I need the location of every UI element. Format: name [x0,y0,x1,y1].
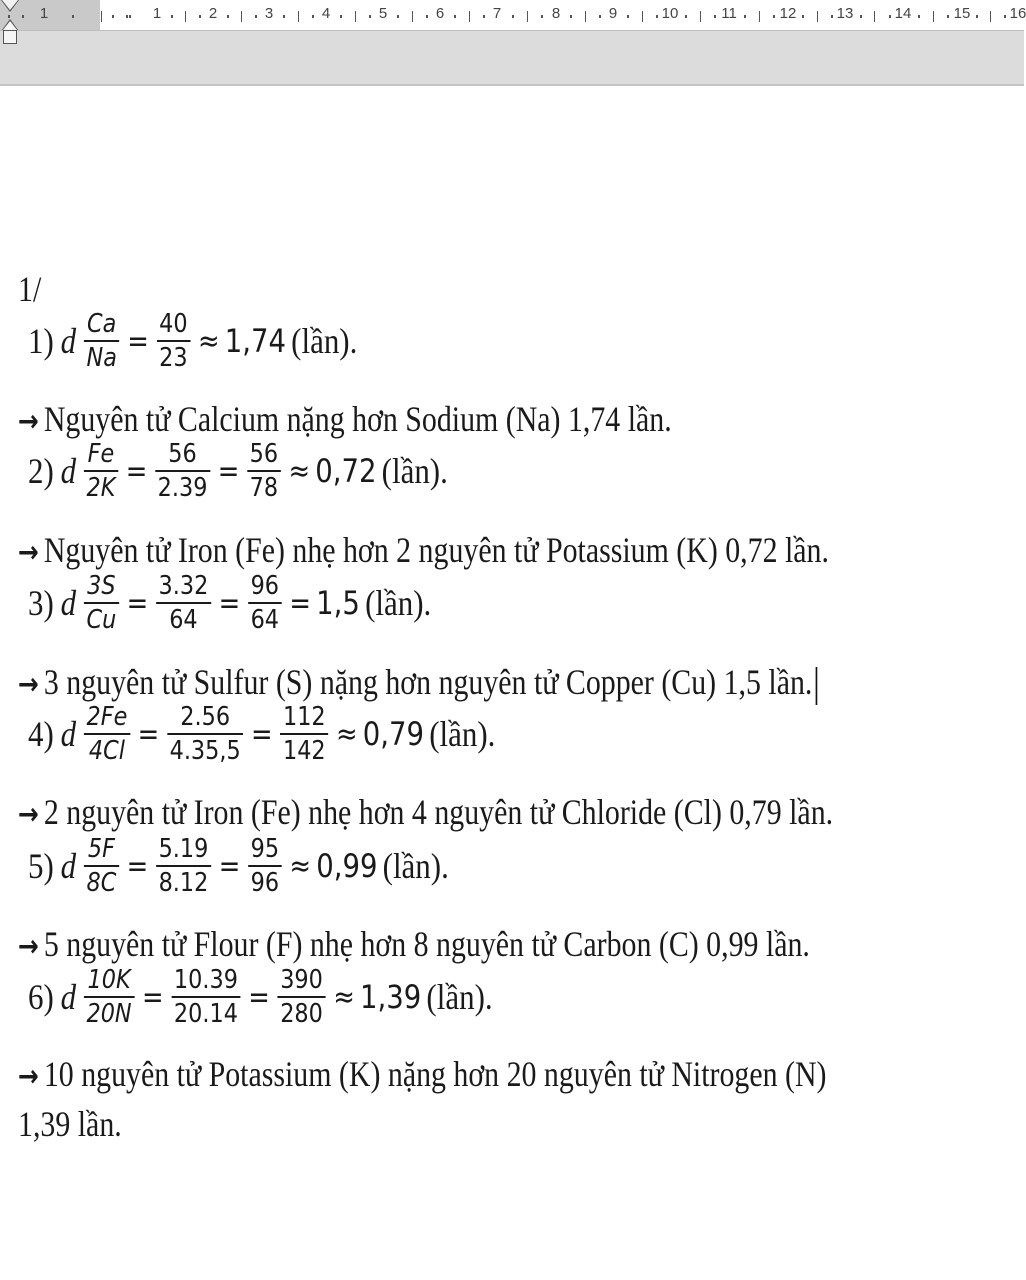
fraction-denominator: 2K [86,473,116,503]
ruler-number: 9 [608,5,618,22]
ruler-tick [369,15,371,18]
ruler-tick [126,15,128,18]
ruler-tick [72,15,74,18]
ruler-tick [199,15,201,18]
ruler-tick [469,11,470,22]
fraction [84,438,118,504]
ruler-tick [312,15,314,18]
ruler-number: 10 [661,5,679,22]
ruler-tick [241,11,242,22]
ruler-tick [656,15,658,18]
conclusion-text: 10 nguyên tử Potassium (K) nặng hơn 20 nguyên tử Nitrogen (N) [43,1054,827,1094]
conclusion-text: 3 nguyên tử Sulfur (S) nặng hơn nguyên tử Copper (Cu) 1,5 lần. [43,662,813,702]
fraction [156,570,211,636]
ruler-tick [512,15,514,18]
result-value: 0,72 [315,452,377,490]
conclusion-text: Nguyên tử Iron (Fe) nhẹ hơn 2 nguyên tử Potassium (K) 0,72 lần. [43,530,829,570]
ruler-tick [802,15,804,18]
math-operator: = [289,585,311,621]
left-indent-marker[interactable] [3,30,17,44]
ruler-tick [1004,15,1006,18]
fraction [84,833,119,899]
ruler-tick [889,15,891,18]
ruler-number: 16 [1009,5,1026,22]
ruler-tick [185,11,186,22]
fraction-denominator: 142 [282,736,326,766]
fraction-denominator: 4Cl [88,736,125,766]
ruler-tick [976,15,978,18]
ruler-number: 13 [836,5,854,22]
ruler-number: 7 [492,5,502,22]
equation-line [28,694,495,774]
result-value: 1,39 [360,978,422,1016]
ruler-tick [483,15,485,18]
ruler-tick [454,15,456,18]
result-unit: (lần). [429,714,496,754]
fraction-denominator: 2.39 [157,473,208,503]
relative-density-symbol: d [60,846,77,886]
fraction-numerator: 10.39 [173,965,238,995]
fraction-denominator: 4.35,5 [169,736,241,766]
result-unit: (lần). [382,846,449,886]
item-number: 3) [28,583,54,623]
fraction-denominator: 64 [250,605,280,635]
item-number: 4) [28,714,54,754]
relative-density-symbol: d [60,451,77,491]
fraction [167,701,243,767]
result-unit: (lần). [426,977,493,1017]
fraction [248,570,282,636]
conclusion-continuation: 1,39 lần. [18,1104,122,1144]
ruler-tick [947,15,949,18]
ruler-number: 1 [152,5,162,22]
fraction-denominator: 64 [169,605,198,635]
result-value: 0,79 [362,715,425,753]
math-operator: = [217,453,240,489]
fraction-numerator: 95 [250,834,280,864]
conclusion-text: 5 nguyên tử Flour (F) nhẹ hơn 8 nguyên tử Carbon (C) 0,99 lần. [43,924,810,964]
relative-density-symbol: d [60,714,77,754]
ruler-number: 2 [208,5,218,22]
fraction [84,308,120,374]
ruler-number: 1 [39,5,49,22]
ruler-number: 11 [721,5,737,22]
result-value: 1,5 [316,584,360,622]
fraction-numerator: 2Fe [86,702,128,732]
ruler-tick [599,15,601,18]
ruler-tick [412,11,413,22]
ruler-tick [685,15,687,18]
math-operator: ≈ [333,979,355,1015]
fraction-numerator: Ca [87,309,117,339]
fraction-numerator: 5F [87,834,115,864]
ruler-tick [171,15,173,18]
result-value: 0,99 [316,847,378,885]
math-operator: = [126,848,149,884]
equation-line [28,957,493,1037]
ruler-tick [773,15,775,18]
document-page[interactable] [0,84,1024,1280]
fraction-denominator: 8C [86,868,117,898]
conclusion-text: 2 nguyên tử Iron (Fe) nhẹ hơn 4 nguyên tử Chloride (Cl) 0,79 lần. [43,792,834,832]
math-operator: = [251,716,273,752]
ruler-number: 8 [551,5,561,22]
fraction-numerator: 40 [159,309,188,339]
fraction-numerator: Fe [87,439,115,469]
ruler-tick [714,15,716,18]
fraction-numerator: 10K [87,965,131,995]
ruler-number: 12 [779,5,797,22]
math-operator: ≈ [288,453,311,489]
item-number: 5) [28,846,54,886]
fraction-numerator: 96 [250,571,280,601]
equation-line [28,301,357,381]
ruler-tick [570,15,572,18]
fraction-numerator: 390 [280,965,323,995]
relative-density-symbol: d [60,321,77,361]
arrow-icon: → [18,667,39,702]
fraction [156,833,211,899]
fraction [157,308,191,374]
ruler-tick [298,11,299,22]
fraction-numerator: 3S [87,571,116,601]
conclusion-text: Nguyên tử Calcium nặng hơn Sodium (Na) 1,74 lần. [43,399,672,439]
fraction-numerator: 2.56 [180,702,231,732]
arrow-icon: → [18,404,39,439]
fraction-denominator: 20.14 [173,999,238,1029]
ruler-tick [585,11,586,22]
ruler-tick [860,15,862,18]
fraction-denominator: 8.12 [158,868,209,898]
math-operator: ≈ [335,716,358,752]
math-operator: = [126,585,149,621]
math-operator: = [125,453,148,489]
arrow-icon: → [18,1059,39,1094]
fraction-denominator: 280 [280,999,323,1029]
math-operator: = [141,979,164,1015]
math-operator: = [218,585,241,621]
ruler-tick [918,15,920,18]
result-unit: (lần). [365,583,432,623]
ruler-tick [990,11,991,22]
ruler-tick [355,11,356,22]
ruler-tick [744,15,746,18]
fraction-numerator: 3.32 [158,571,209,601]
fraction [84,701,130,767]
ruler-tick [283,15,285,18]
equation-line [28,563,431,643]
relative-density-symbol: d [60,583,77,623]
fraction-numerator: 56 [249,439,279,469]
arrow-icon: → [18,929,39,964]
fraction [278,964,326,1030]
result-unit: (lần). [291,321,358,361]
ruler-tick [22,15,24,18]
ruler-tick [8,15,10,18]
ruler-tick [527,11,528,22]
ruler-number: 3 [264,5,274,22]
fraction-denominator: 78 [249,473,279,503]
ruler-tick [642,11,643,22]
result-unit: (lần). [381,451,448,491]
math-operator: = [218,848,241,884]
first-line-indent-marker[interactable] [2,0,18,10]
ruler-tick [759,11,760,22]
math-operator: ≈ [289,848,312,884]
fraction-denominator: 96 [250,868,280,898]
ruler-number: 4 [321,5,331,22]
equation-line [28,431,448,511]
fraction [280,701,328,767]
ruler-area [0,0,1024,86]
ruler-tick [831,15,833,18]
equation-line [28,826,449,906]
fraction [84,570,119,636]
ruler-number: 15 [953,5,971,22]
math-operator: = [248,979,270,1015]
fraction [84,964,134,1030]
ruler-number: 6 [435,5,445,22]
math-operator: = [137,716,160,752]
ruler-tick [101,11,102,22]
text-cursor [816,667,818,705]
ruler-tick [397,15,399,18]
ruler-tick [340,15,342,18]
section-title: 1/ [18,269,42,309]
item-number: 2) [28,451,54,491]
fraction [248,833,282,899]
ruler-tick [817,11,818,22]
item-number: 6) [28,977,54,1017]
fraction-numerator: 56 [168,439,197,469]
result-value: 1,74 [224,322,287,360]
math-operator: ≈ [197,323,220,359]
ruler-tick [627,15,629,18]
arrow-icon: → [18,797,39,832]
ruler-tick [129,15,131,18]
fraction [155,438,210,504]
ruler-tick [112,15,114,18]
fraction-numerator: 5.19 [158,834,209,864]
fraction-numerator: 112 [282,702,326,732]
ruler-number: 5 [378,5,388,22]
ruler-tick [874,11,875,22]
ruler-tick [700,11,701,22]
ruler-tick [541,15,543,18]
relative-density-symbol: d [60,977,77,1017]
conclusion-line [18,1054,826,1097]
fraction [171,964,240,1030]
fraction [247,438,281,504]
ruler-tick [255,15,257,18]
ruler-tick [227,15,229,18]
horizontal-ruler[interactable] [0,0,1024,31]
fraction-denominator: 20N [86,999,132,1029]
math-operator: = [127,323,149,359]
ruler-tick [426,15,428,18]
hanging-indent-marker[interactable] [3,21,17,30]
fraction-denominator: Cu [86,605,117,635]
fraction-denominator: Na [86,343,117,373]
arrow-icon: → [18,535,39,570]
fraction-denominator: 23 [159,343,188,373]
ruler-tick [933,11,934,22]
ruler-number: 14 [894,5,912,22]
item-number: 1) [28,321,54,361]
